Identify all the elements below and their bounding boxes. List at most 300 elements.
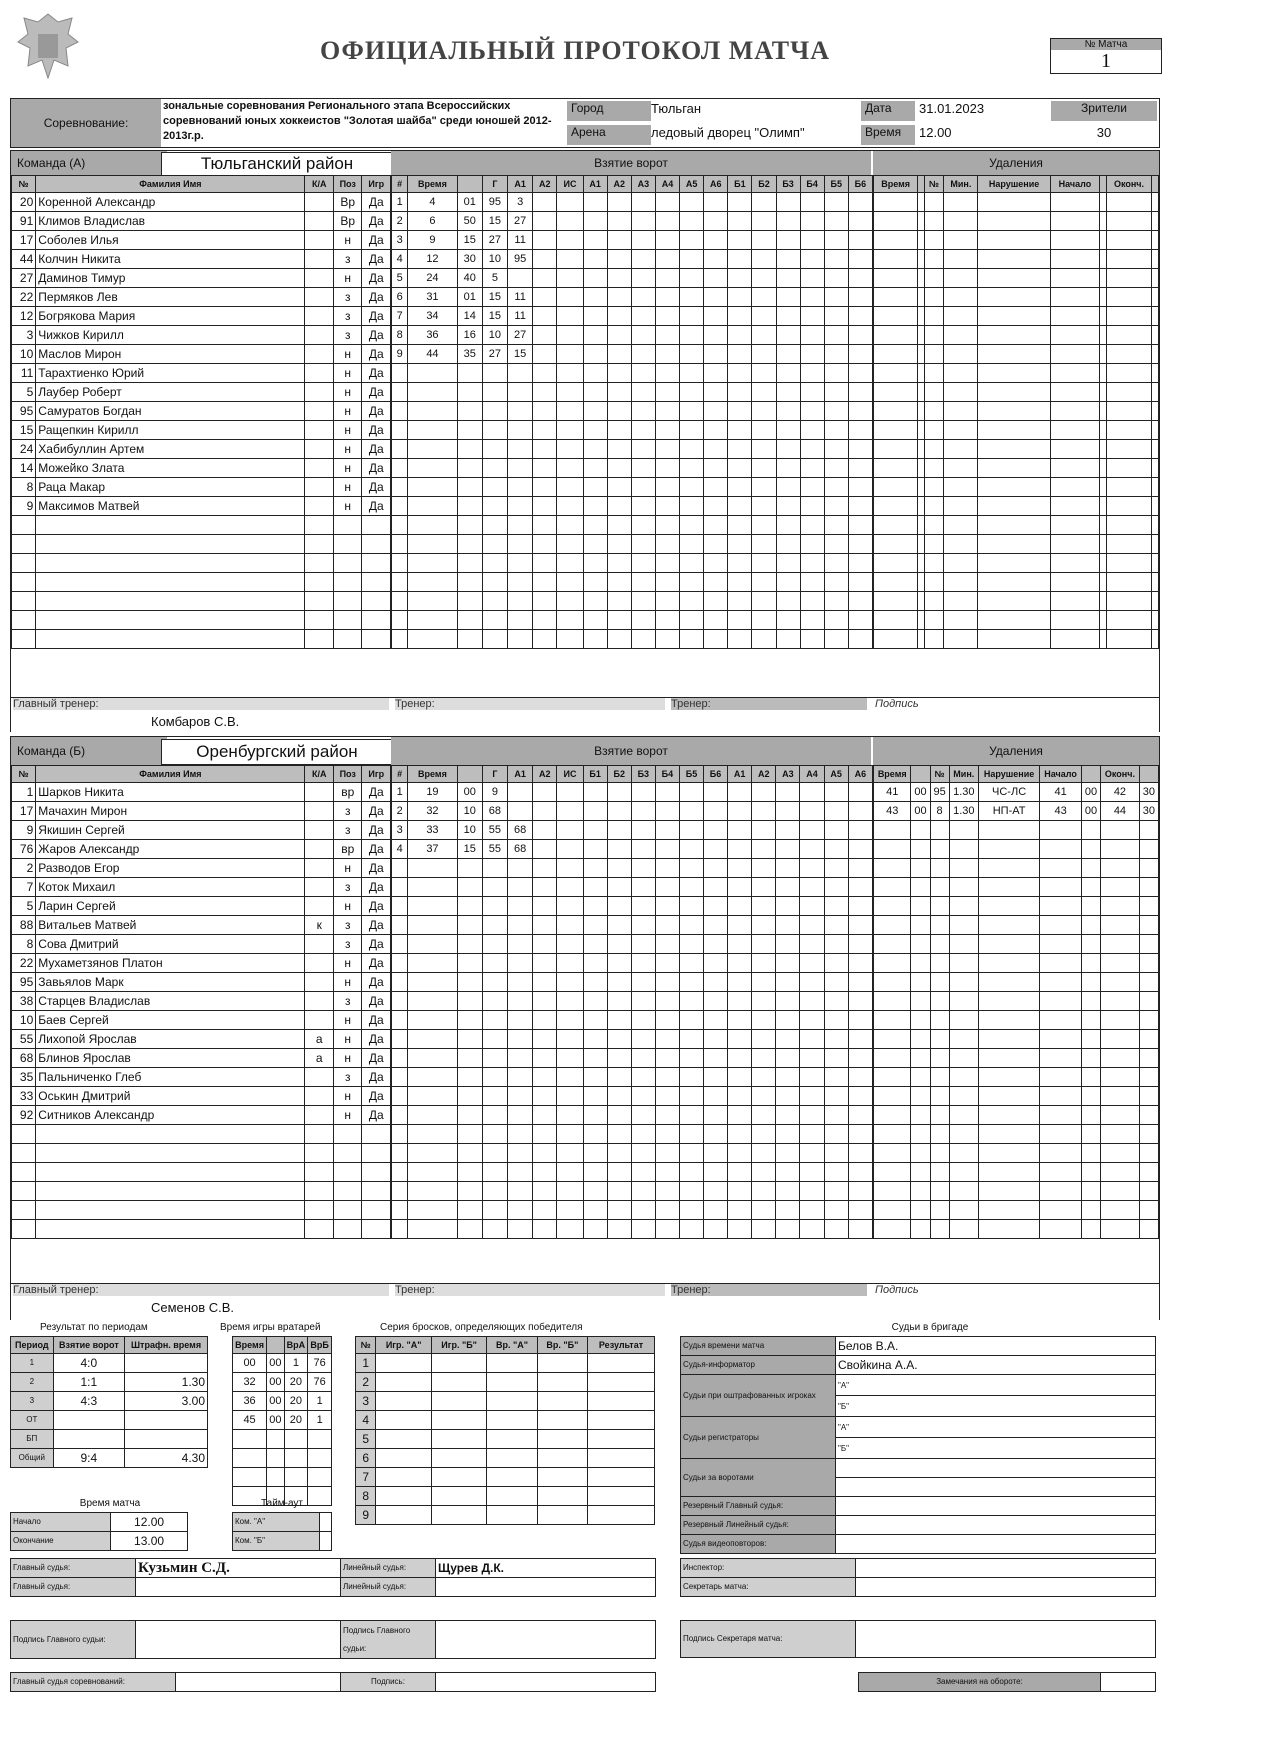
goal-cell: 10: [457, 821, 482, 840]
player-pos: н: [333, 478, 362, 497]
timeout-b-label: Ком. "Б": [233, 1532, 320, 1551]
player-pos: н: [333, 1087, 362, 1106]
goal-cell: [704, 802, 728, 821]
goal-cell: [533, 783, 557, 802]
goal-cell: [533, 1163, 557, 1182]
goal-cell: [482, 916, 507, 935]
table-row: [12, 611, 391, 630]
goal-cell: 3: [392, 821, 408, 840]
goal-cell: [408, 954, 457, 973]
goal-cell: [557, 307, 583, 326]
goal-cell: [728, 1068, 752, 1087]
table-row: [874, 840, 1159, 859]
goal-cell: [824, 992, 848, 1011]
table-row: [392, 440, 873, 459]
period-cell: 3.00: [125, 1392, 208, 1411]
goal-cell: 12: [408, 250, 457, 269]
spectators-label: Зрители: [1051, 101, 1157, 121]
goal-cell: 11: [508, 288, 533, 307]
penalty-cell: [1050, 307, 1099, 326]
secretary-value: [856, 1578, 1156, 1597]
goal-cell: [848, 212, 872, 231]
goal-cell: [752, 231, 776, 250]
table-row: [874, 345, 1159, 364]
goal-cell: [457, 1125, 482, 1144]
player-pos: [333, 554, 362, 573]
goal-cell: 1: [392, 783, 408, 802]
player-ka: [305, 954, 334, 973]
goal-cell: [508, 630, 533, 649]
penalty-cell: 1.30: [949, 802, 978, 821]
penalty-cell: [1050, 269, 1099, 288]
goal-cell: [557, 1049, 583, 1068]
penalty-cell: [1040, 1144, 1082, 1163]
period-cell: 4.30: [125, 1449, 208, 1468]
goal-cell: [752, 250, 776, 269]
goal-cell: [824, 859, 848, 878]
penalty-cell: [1050, 554, 1099, 573]
goal-cell: [533, 973, 557, 992]
goal-cell: [533, 288, 557, 307]
goal-cell: [482, 383, 507, 402]
goal-cell: [848, 535, 872, 554]
goal-cell: [679, 1201, 703, 1220]
goalie-cell: [233, 1468, 267, 1487]
goal-cell: [533, 459, 557, 478]
goal-cell: [631, 1049, 655, 1068]
column-header: Время: [874, 766, 911, 783]
player-name: Ларин Сергей: [36, 897, 305, 916]
player-plays: Да: [362, 1030, 391, 1049]
goal-cell: [607, 935, 631, 954]
goal-cell: [533, 611, 557, 630]
table-row: [874, 383, 1159, 402]
penalty-cell: [978, 231, 1050, 250]
penalty-cell: [978, 250, 1050, 269]
goal-cell: [607, 592, 631, 611]
shootout-number: 5: [356, 1430, 376, 1449]
goal-cell: 27: [482, 231, 507, 250]
penalty-cell: [1050, 630, 1099, 649]
penalty-cell: [924, 592, 944, 611]
column-header: #: [392, 176, 408, 193]
goal-cell: [508, 1049, 533, 1068]
player-number: 35: [12, 1068, 36, 1087]
goal-cell: [752, 535, 776, 554]
goal-cell: [824, 269, 848, 288]
table-row: [874, 307, 1159, 326]
goal-cell: [457, 573, 482, 592]
goal-cell: [728, 345, 752, 364]
penalty-cell: [930, 992, 949, 1011]
penalty-cell: [924, 459, 944, 478]
goalie-cell: [284, 1468, 308, 1487]
goal-cell: [583, 193, 607, 212]
goal-cell: [655, 307, 679, 326]
penalty-cell: [978, 573, 1050, 592]
penalty-cell: [930, 1011, 949, 1030]
column-header: Время: [408, 176, 457, 193]
goal-cell: 14: [457, 307, 482, 326]
player-number: 5: [12, 383, 36, 402]
table-row: [12, 973, 391, 992]
goal-cell: [752, 630, 776, 649]
goal-cell: [482, 1125, 507, 1144]
line-referee-2: [436, 1578, 656, 1597]
goal-cell: [533, 402, 557, 421]
table-row: [874, 592, 1159, 611]
goal-cell: [583, 554, 607, 573]
goal-cell: [607, 440, 631, 459]
player-plays: Да: [362, 383, 391, 402]
remarks-table: [858, 1672, 1156, 1692]
goal-cell: [800, 573, 824, 592]
goalie-cell: [233, 1449, 267, 1468]
goal-cell: [848, 554, 872, 573]
goalie-cell: 20: [284, 1392, 308, 1411]
shootout-cell: [487, 1354, 537, 1373]
goal-cell: [800, 1182, 824, 1201]
penalty-cell: [1050, 440, 1099, 459]
penalty-cell: [1152, 383, 1159, 402]
goal-cell: [752, 840, 776, 859]
goal-cell: [752, 878, 776, 897]
goal-cell: [392, 516, 408, 535]
penalty-cell: [874, 821, 911, 840]
goal-cell: [824, 592, 848, 611]
shootout-cell: [537, 1411, 587, 1430]
goal-cell: [704, 1106, 728, 1125]
column-header: Оконч.: [1101, 766, 1140, 783]
column-header: А5: [680, 176, 704, 193]
shootout-number: 6: [356, 1449, 376, 1468]
goal-cell: [533, 954, 557, 973]
goal-cell: [728, 973, 752, 992]
penalty-cell: [1152, 307, 1159, 326]
column-header: №: [12, 176, 36, 193]
goal-cell: [728, 1049, 752, 1068]
table-row: [392, 1125, 873, 1144]
player-ka: а: [305, 1030, 334, 1049]
goal-cell: [655, 821, 679, 840]
penalty-cell: [978, 364, 1050, 383]
goal-cell: [848, 992, 872, 1011]
table-row: [874, 1068, 1159, 1087]
goal-cell: [557, 269, 583, 288]
goal-cell: [776, 402, 800, 421]
goal-cell: [655, 459, 679, 478]
goalie-cell: 45: [233, 1411, 267, 1430]
period-cell: Общий: [11, 1449, 54, 1468]
penalty-cell: [1152, 212, 1159, 231]
goal-cell: [800, 935, 824, 954]
goal-cell: [848, 973, 872, 992]
goal-cell: [583, 497, 607, 516]
penalty-cell: [874, 193, 918, 212]
player-plays: Да: [362, 440, 391, 459]
goal-cell: [824, 516, 848, 535]
goal-cell: 11: [508, 307, 533, 326]
goal-cell: [776, 326, 800, 345]
player-plays: Да: [362, 973, 391, 992]
table-row: [392, 897, 873, 916]
goal-cell: [508, 1011, 533, 1030]
shootout-title: Серия бросков, определяющих победителя: [380, 1322, 583, 1333]
shootout-cell: [487, 1392, 537, 1411]
goal-cell: [607, 250, 631, 269]
penalty-cell: 00: [911, 802, 930, 821]
penalty-cell: [1101, 935, 1140, 954]
goal-cell: [824, 1087, 848, 1106]
goal-cell: 27: [508, 326, 533, 345]
goal-cell: [752, 821, 776, 840]
goal-cell: [533, 440, 557, 459]
player-number: [12, 1144, 36, 1163]
goal-cell: [800, 859, 824, 878]
team-a-goals-header: Взятие ворот: [391, 151, 871, 175]
goal-cell: [457, 1011, 482, 1030]
goal-cell: 19: [408, 783, 457, 802]
penalty-cell: [1152, 516, 1159, 535]
player-number: 55: [12, 1030, 36, 1049]
table-row: [233, 1449, 332, 1468]
table-row: [11, 1354, 208, 1373]
column-header: [911, 766, 930, 783]
goal-cell: [557, 193, 583, 212]
player-number: 3: [12, 326, 36, 345]
player-plays: Да: [362, 497, 391, 516]
player-ka: [305, 897, 334, 916]
column-header: [1139, 766, 1158, 783]
goal-cell: [631, 802, 655, 821]
penalty-cell: [1106, 497, 1152, 516]
penalty-cell: [1081, 1011, 1100, 1030]
column-header: Игр: [362, 766, 391, 783]
player-name: Мачахин Мирон: [36, 802, 305, 821]
goal-cell: [752, 1144, 776, 1163]
goal-cell: [583, 1106, 607, 1125]
goal-cell: [704, 1049, 728, 1068]
penalty-cell: 41: [1040, 783, 1082, 802]
penalty-cell: [930, 1125, 949, 1144]
player-number: 22: [12, 288, 36, 307]
penalty-cell: [874, 916, 911, 935]
table-row: [874, 497, 1159, 516]
table-row: [392, 554, 873, 573]
penalty-cell: 44: [1101, 802, 1140, 821]
table-row: [356, 1487, 655, 1506]
goal-cell: 68: [508, 821, 533, 840]
goal-cell: [557, 1068, 583, 1087]
goal-cell: [679, 783, 703, 802]
shootout-cell: [431, 1411, 486, 1430]
goal-cell: [776, 250, 800, 269]
player-pos: вр: [333, 783, 362, 802]
goal-cell: [752, 1201, 776, 1220]
goal-cell: [704, 840, 728, 859]
column-header: №: [924, 176, 944, 193]
goal-cell: [392, 954, 408, 973]
penalty-cell: [1106, 288, 1152, 307]
goal-cell: [631, 516, 655, 535]
penalty-cell: [944, 307, 978, 326]
timeout-a-label: Ком. "А": [233, 1513, 320, 1532]
table-row: [12, 592, 391, 611]
goal-cell: [679, 897, 703, 916]
goal-cell: [776, 1011, 800, 1030]
penalty-cell: [978, 859, 1039, 878]
goal-cell: [457, 554, 482, 573]
penalty-cell: [930, 878, 949, 897]
goal-cell: [752, 383, 776, 402]
table-row: [12, 1182, 391, 1201]
goal-cell: [607, 954, 631, 973]
penalty-cell: [944, 193, 978, 212]
goalie-cell: [308, 1468, 332, 1487]
goal-cell: [752, 611, 776, 630]
goal-cell: [631, 193, 655, 212]
player-name: Мухаметзянов Платон: [36, 954, 305, 973]
penalty-cell: [978, 269, 1050, 288]
goal-cell: [583, 269, 607, 288]
penalty-cell: [1139, 821, 1158, 840]
goal-cell: [508, 1163, 533, 1182]
goal-cell: [457, 1049, 482, 1068]
goal-cell: [752, 307, 776, 326]
goal-cell: [557, 212, 583, 231]
player-ka: [305, 1163, 334, 1182]
penalty-cell: [978, 440, 1050, 459]
penalty-cell: [874, 212, 918, 231]
penalty-cell: [1152, 497, 1159, 516]
goal-cell: [607, 1125, 631, 1144]
player-name: Пальниченко Глеб: [36, 1068, 305, 1087]
column-header: Б6: [848, 176, 872, 193]
goal-cell: [655, 1068, 679, 1087]
goal-cell: [824, 212, 848, 231]
penalty-cell: [924, 288, 944, 307]
goal-cell: [848, 383, 872, 402]
penalty-cell: [1101, 859, 1140, 878]
goal-cell: [557, 783, 583, 802]
goal-cell: [800, 345, 824, 364]
sig-secretary-label: Подпись Секретаря матча:: [681, 1621, 856, 1658]
penalty-cell: [1040, 916, 1082, 935]
player-ka: [305, 1144, 334, 1163]
goal-cell: [680, 535, 704, 554]
goal-cell: [457, 973, 482, 992]
goal-cell: 9: [392, 345, 408, 364]
player-pos: [333, 630, 362, 649]
table-row: [12, 421, 391, 440]
penalty-cell: [1139, 1087, 1158, 1106]
penalty-cell: [1101, 840, 1140, 859]
goal-cell: 2: [392, 212, 408, 231]
column-header: Игр: [362, 176, 391, 193]
player-number: [12, 611, 36, 630]
penalty-cell: [949, 935, 978, 954]
goal-cell: [557, 1011, 583, 1030]
goal-cell: [457, 478, 482, 497]
goal-cell: [508, 573, 533, 592]
goal-cell: [848, 1049, 872, 1068]
goal-cell: [704, 459, 728, 478]
goal-cell: [824, 573, 848, 592]
goal-cell: [457, 897, 482, 916]
penalty-cell: [1081, 954, 1100, 973]
penalty-cell: [874, 592, 918, 611]
goal-cell: [655, 935, 679, 954]
goal-cell: [704, 554, 728, 573]
goal-cell: [776, 573, 800, 592]
player-ka: [305, 326, 334, 345]
remarks-value: [1101, 1673, 1156, 1692]
sig-head-value: [136, 1621, 341, 1659]
table-row: [874, 478, 1159, 497]
penalty-cell: [1106, 630, 1152, 649]
goal-cell: [824, 1030, 848, 1049]
goal-cell: [824, 878, 848, 897]
player-plays: Да: [362, 783, 391, 802]
penalty-cell: [1040, 840, 1082, 859]
team-a-head-coach-label: Главный тренер:: [13, 698, 389, 710]
player-pos: н: [333, 402, 362, 421]
goal-cell: [848, 954, 872, 973]
penalty-cell: [1139, 897, 1158, 916]
table-row: [874, 821, 1159, 840]
sig-head-2-label: Подпись Главного судьи:: [341, 1621, 436, 1659]
goal-judge-2: [836, 1478, 1156, 1497]
goal-cell: [508, 1106, 533, 1125]
goal-cell: [679, 1030, 703, 1049]
goal-cell: [583, 1049, 607, 1068]
table-row: [12, 193, 391, 212]
player-name: Лихопой Ярослав: [36, 1030, 305, 1049]
goal-cell: [776, 1049, 800, 1068]
goal-cell: [607, 269, 631, 288]
player-plays: Да: [362, 897, 391, 916]
goal-cell: [508, 916, 533, 935]
goal-cell: [680, 326, 704, 345]
goal-cell: [728, 1011, 752, 1030]
player-ka: [305, 1087, 334, 1106]
column-header: Фамилия Имя: [36, 766, 305, 783]
goalie-cell: [284, 1430, 308, 1449]
penalty-cell: [924, 269, 944, 288]
penalty-cell: [944, 535, 978, 554]
goalie-cell: 1: [284, 1354, 308, 1373]
column-header: [1081, 766, 1100, 783]
goal-cell: 50: [457, 212, 482, 231]
goal-cell: 30: [457, 250, 482, 269]
goal-cell: [776, 193, 800, 212]
penalty-cell: [1101, 1182, 1140, 1201]
player-ka: [305, 212, 334, 231]
penalty-cell: [1040, 992, 1082, 1011]
player-name: Маслов Мирон: [36, 345, 305, 364]
goal-cell: [800, 1144, 824, 1163]
goalie-cell: [233, 1430, 267, 1449]
goal-cell: [607, 1220, 631, 1239]
penalty-cell: [1101, 954, 1140, 973]
player-ka: [305, 973, 334, 992]
penalty-cell: [1106, 516, 1152, 535]
penalty-cell: [978, 554, 1050, 573]
penalty-cell: [874, 954, 911, 973]
goal-cell: [728, 554, 752, 573]
goal-cell: [704, 193, 728, 212]
goal-cell: [631, 364, 655, 383]
